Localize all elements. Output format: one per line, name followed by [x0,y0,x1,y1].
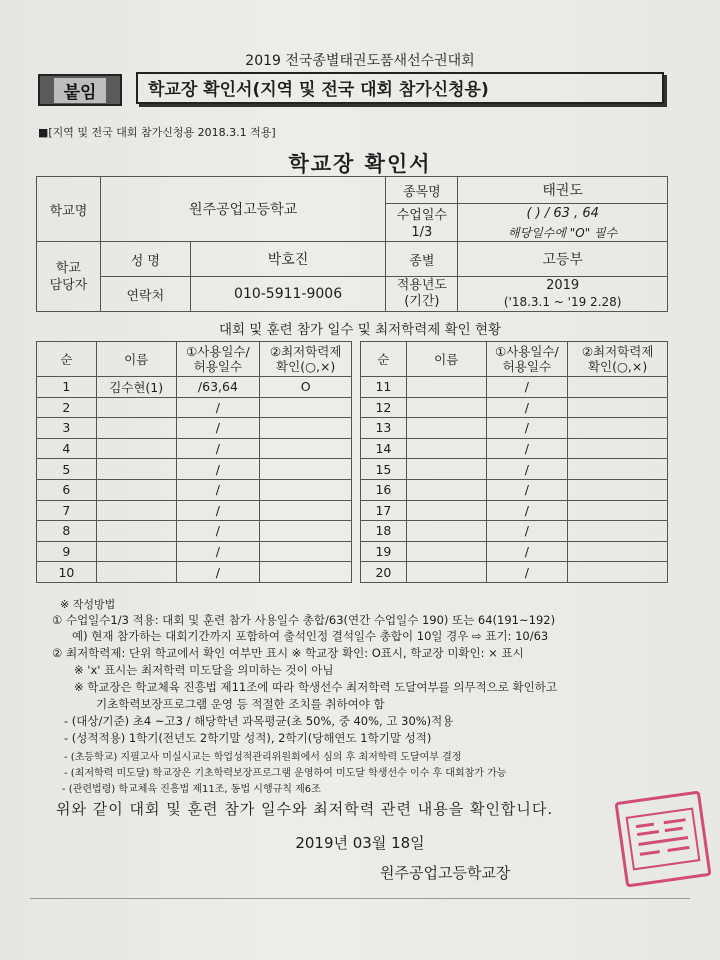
year-value-cell [458,277,668,312]
roster-name [406,562,486,583]
event-label: 종목명 [386,177,458,204]
instruction-line: - (초등학교) 지필고사 미실시교는 학업성적관리위원회에서 심의 후 최저학력 도달여부 결정 [64,752,462,763]
roster-name [96,562,176,583]
roster-check [260,521,352,542]
roster-name [96,541,176,562]
roster-name [406,459,486,480]
instructions-heading: ※ 작성방법 [60,598,116,611]
roster-check [260,479,352,500]
roster-table [36,341,668,583]
roster-days: / [486,438,568,459]
roster-days: / [176,418,260,439]
roster-days: / [176,479,260,500]
period-label: (기간) [404,294,440,309]
roster-header [37,342,668,377]
roster-no: 17 [361,500,407,521]
contact-value: 010-5911-9006 [190,277,386,312]
roster-no: 14 [361,438,407,459]
confirmation-statement: 위와 같이 대회 및 훈련 참가 일수와 최저학력 관련 내용을 확인합니다. [56,800,554,818]
roster-days: / [486,479,568,500]
roster-name [96,418,176,439]
attendance-value: ( ) / 63 , 64 [458,204,668,224]
roster-title: 대회 및 훈련 참가 일수 및 최저학력제 확인 현황 [218,322,502,338]
table-row [37,377,668,398]
instruction-line: - (대상/기준) 초4 ~고3 / 해당학년 과목평균(초 50%, 중 40%, 고 30%)적용 [64,714,454,728]
roster-days: / [486,377,568,398]
event-value: 태권도 [458,177,668,204]
roster-days: / [486,562,568,583]
roster-check [260,541,352,562]
bottom-divider [30,898,690,899]
roster-no: 19 [361,541,407,562]
table-row [37,562,668,583]
attendance-fraction: 1/3 [386,223,458,242]
table-row [37,418,668,439]
instruction-line: ② 최저학력제: 단위 학교에서 확인 여부만 표시 ※ 학교장 확인: O표시, 학교장 미확인: × 표시 [52,646,524,660]
instruction-line: ① 수업일수1/3 적용: 대회 및 훈련 참가 사용일수 총합/63(연간 수업일수 190) 또는 64(191~192) [52,613,556,627]
instruction-line: - (성적적용) 1학기(전년도 2학기말 성적), 2학기(당해연도 1학기말 성적) [64,731,432,745]
roster-name [406,377,486,398]
roster-check [568,459,668,480]
year-value: 2019 [546,278,580,293]
attendance-label: 수업일수 [386,204,458,224]
roster-no: 10 [37,562,97,583]
roster-name [406,479,486,500]
table-row [37,500,668,521]
roster-name [96,459,176,480]
roster-days: /63,64 [176,377,260,398]
roster-days: / [486,418,568,439]
confirmation-date: 2019년 03월 18일 [295,834,425,852]
instruction-line: ※ 학교장은 학교체육 진흥법 제11조에 따라 학생선수 최저학력 도달여부를 의무적으로 확인하고 [74,680,557,694]
year-cell [386,277,458,312]
roster-no: 5 [37,459,97,480]
form-title: 학교장 확인서(지역 및 전국 대회 참가신청용) [136,72,664,104]
roster-days: / [176,438,260,459]
roster-no: 20 [361,562,407,583]
table-row [37,397,668,418]
col-name: 이름 [96,342,176,377]
roster-no: 6 [37,479,97,500]
year-label: 적용년도 [396,278,447,293]
roster-check [260,438,352,459]
roster-no: 13 [361,418,407,439]
roster-name [96,479,176,500]
instruction-line: 예) 현재 참가하는 대회기간까지 포함하여 출석인정 결석일수 총합이 10일 경우 ⇨ 표기: 10/63 [72,629,549,643]
table-row [37,459,668,480]
roster-no: 2 [37,397,97,418]
roster-no: 1 [37,377,97,398]
col-days: ①사용일수/ 허용일수 [176,342,260,377]
division-label: 종별 [386,242,458,277]
roster-no: 9 [37,541,97,562]
col-check: ②최저학력제 확인(○,×) [260,342,352,377]
roster-name [96,438,176,459]
roster-no: 8 [37,521,97,542]
roster-name [406,541,486,562]
col-check-right: ②최저학력제 확인(○,×) [568,342,668,377]
contact-label: 연락처 [100,277,190,312]
roster-name [406,438,486,459]
attachment-label: 붙임 [54,78,107,103]
roster-days: / [176,562,260,583]
roster-no: 12 [361,397,407,418]
roster-check [568,521,668,542]
table-row [37,438,668,459]
manager-label: 학교 담당자 [37,242,101,312]
roster-days: / [176,500,260,521]
col-no: 순 [37,342,97,377]
roster-check: O [260,377,352,398]
division-value: 고등부 [458,242,668,277]
roster-check [568,418,668,439]
roster-check [568,479,668,500]
roster-days: / [176,459,260,480]
official-seal [614,790,711,887]
roster-days: / [486,541,568,562]
roster-no: 16 [361,479,407,500]
roster-check [260,418,352,439]
document-title: 학교장 확인서 [288,152,432,176]
roster-days: / [176,521,260,542]
roster-name [96,521,176,542]
instruction-line: 기초학력보장프로그램 운영 등 적절한 조치를 취하여야 함 [96,697,385,711]
table-row [37,541,668,562]
roster-no: 18 [361,521,407,542]
roster-name: 김수현(1) [96,377,176,398]
roster-no: 11 [361,377,407,398]
roster-days: / [486,521,568,542]
roster-no: 7 [37,500,97,521]
info-table [36,176,668,312]
roster-check [568,397,668,418]
school-label: 학교명 [37,177,101,242]
roster-name [406,500,486,521]
roster-days: / [486,397,568,418]
roster-name [406,418,486,439]
roster-days: / [176,541,260,562]
roster-check [260,459,352,480]
roster-days: / [176,397,260,418]
col-name-right: 이름 [406,342,486,377]
principal-name: 원주공업고등학교장 [380,864,511,882]
contest-title: 2019 전국종별태권도품새선수권대회 [245,53,475,69]
name-value: 박호진 [190,242,386,277]
roster-name [406,521,486,542]
attachment-label-box [38,74,122,106]
roster-no: 3 [37,418,97,439]
name-label: 성 명 [100,242,190,277]
roster-check [260,562,352,583]
table-row [37,521,668,542]
school-value: 원주공업고등학교 [100,177,386,242]
roster-check [568,377,668,398]
roster-days: / [486,500,568,521]
attendance-note: 해당일수에 "O" 필수 [458,223,668,242]
col-no-right: 순 [361,342,407,377]
roster-check [260,397,352,418]
roster-check [568,541,668,562]
applies-note: ■[지역 및 전국 대회 참가신청용 2018.3.1 적용] [38,126,276,139]
roster-body [37,377,668,583]
roster-name [96,397,176,418]
instruction-line: - (관련법령) 학교체육 진흥법 제11조, 동법 시행규칙 제6조 [62,784,321,795]
roster-name [96,500,176,521]
roster-check [568,562,668,583]
period-value: ('18.3.1 ~ '19 2.28) [503,295,622,309]
instruction-line: ※ 'x' 표시는 최저학력 미도달을 의미하는 것이 아님 [74,663,334,677]
col-days-right: ①사용일수/ 허용일수 [486,342,568,377]
instruction-line: - (최저학력 미도달) 학교장은 기초학력보장프로그램 운영하여 미도달 학생선수 이수 후 대회참가 가능 [64,768,507,779]
roster-no: 4 [37,438,97,459]
roster-no: 15 [361,459,407,480]
roster-check [568,438,668,459]
roster-check [260,500,352,521]
table-row [37,479,668,500]
roster-days: / [486,459,568,480]
roster-check [568,500,668,521]
roster-name [406,397,486,418]
seal-graphic [622,804,704,874]
